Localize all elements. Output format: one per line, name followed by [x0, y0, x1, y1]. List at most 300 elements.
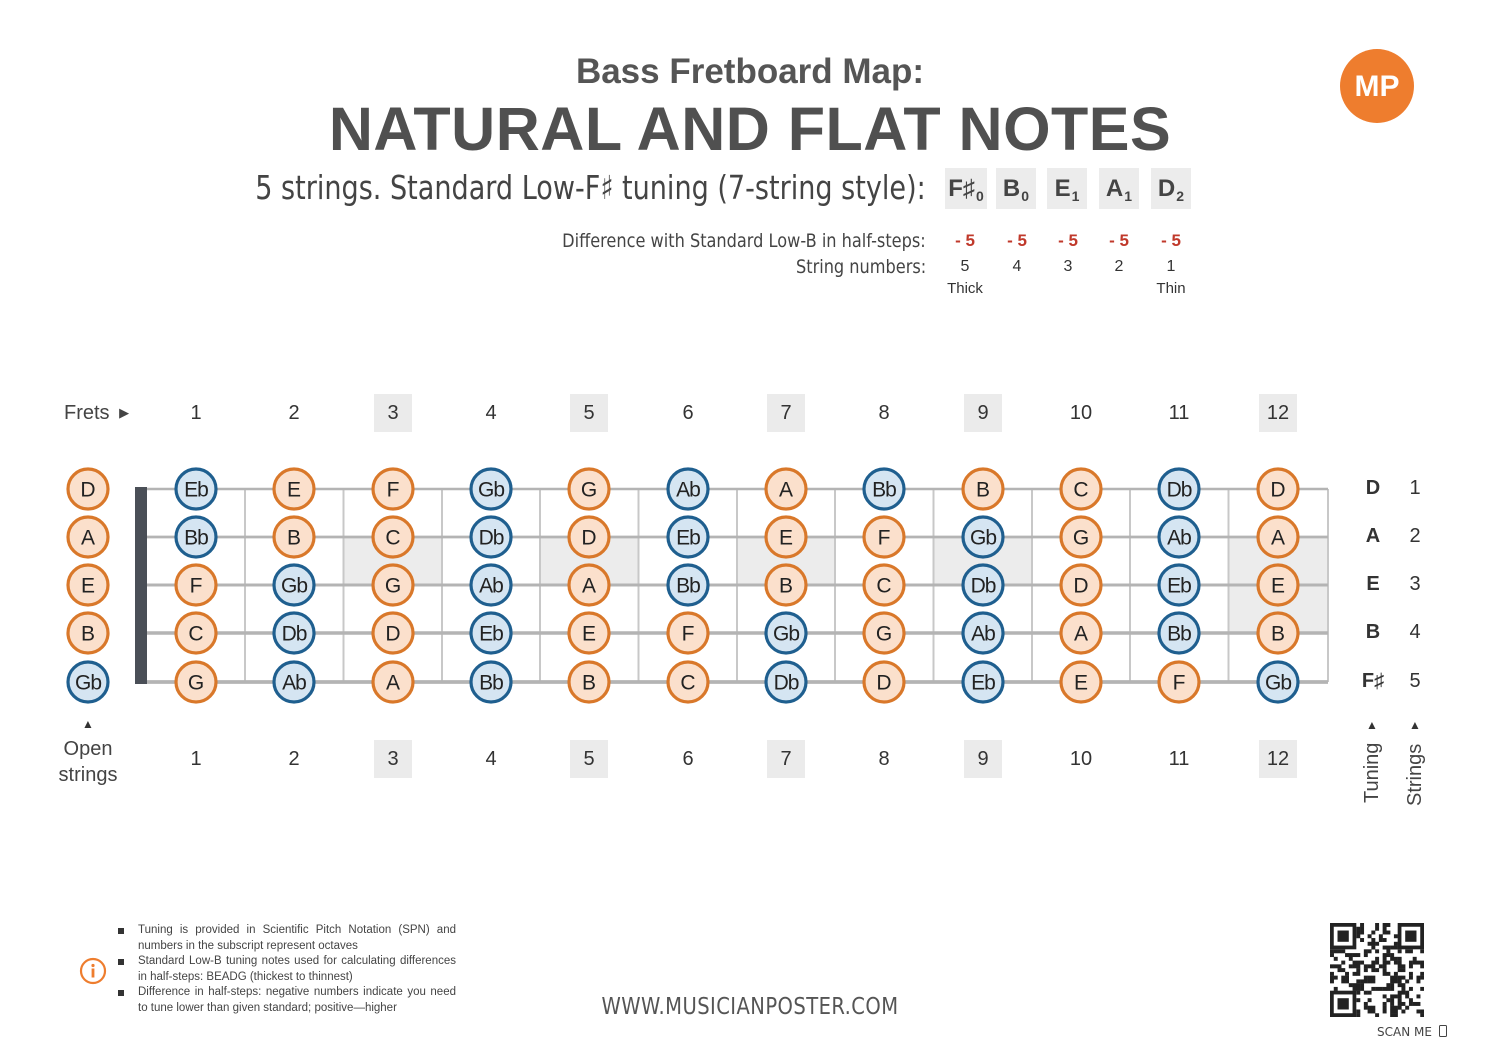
qr-module	[1409, 972, 1413, 976]
qr-module	[1368, 991, 1372, 995]
website-link[interactable]: WWW.MUSICIANPOSTER.COM	[601, 994, 899, 1020]
qr-module	[1364, 976, 1368, 980]
note-natural	[864, 613, 904, 653]
qr-module	[1383, 1009, 1387, 1013]
qr-module	[1379, 934, 1383, 938]
top-fret-number: 7	[767, 394, 805, 432]
qr-module	[1401, 983, 1405, 987]
qr-module	[1364, 968, 1368, 972]
qr-module	[1413, 1002, 1417, 1006]
qr-module	[1416, 979, 1420, 983]
triangle-right-icon: ▶	[119, 405, 130, 420]
qr-module	[1394, 1013, 1398, 1017]
qr-module	[1375, 968, 1379, 972]
top-fret-number: 12	[1259, 394, 1297, 432]
bottom-fret-number: 1	[190, 748, 202, 770]
qr-module	[1383, 972, 1387, 976]
qr-module	[1356, 1009, 1360, 1013]
qr-module	[1405, 1006, 1409, 1010]
strings-side-label: Strings	[1404, 743, 1426, 806]
note-natural	[176, 662, 216, 702]
info-note: Difference in half-steps: negative numbers indicate you need to tune lower than given standard; positive—higher	[118, 985, 456, 1016]
qr-module	[1364, 979, 1368, 983]
qr-module	[1394, 1009, 1398, 1013]
note-natural	[373, 613, 413, 653]
qr-module	[1368, 979, 1372, 983]
string-number: 2	[1114, 258, 1124, 275]
note-label: E	[581, 622, 597, 646]
qr-module	[1394, 934, 1398, 938]
note-label: A	[1073, 622, 1089, 646]
note-natural	[1258, 613, 1298, 653]
qr-module	[1398, 964, 1402, 968]
qr-module	[1409, 976, 1413, 980]
qr-module	[1371, 942, 1375, 946]
qr-module	[1398, 957, 1402, 961]
note-natural	[569, 613, 609, 653]
note-label: G	[187, 671, 205, 695]
note-label: Ab	[676, 478, 700, 502]
qr-module	[1405, 991, 1409, 995]
qr-module	[1420, 1009, 1424, 1013]
qr-module	[1356, 983, 1360, 987]
qr-module	[1356, 961, 1360, 965]
string-number: 1	[1166, 258, 1176, 275]
qr-module	[1390, 1002, 1394, 1006]
top-fret-number: 10	[1069, 402, 1093, 424]
note-label: Gb	[1264, 671, 1292, 695]
note-label: F	[386, 478, 400, 502]
note-flat	[274, 662, 314, 702]
note-label: E	[1270, 574, 1286, 598]
triangle-up-icon: ▲	[1366, 718, 1378, 732]
qr-module	[1371, 938, 1375, 942]
bottom-fret-number: 11	[1168, 748, 1190, 770]
qr-module	[1349, 957, 1353, 961]
qr-module	[1413, 961, 1417, 965]
note-natural	[1061, 662, 1101, 702]
qr-module	[1353, 983, 1357, 987]
note-label: G	[580, 478, 598, 502]
qr-module	[1371, 968, 1375, 972]
top-fret-number: 3	[374, 394, 412, 432]
qr-module	[1364, 953, 1368, 957]
qr-module	[1416, 1009, 1420, 1013]
open-label-line1: Open	[63, 738, 113, 760]
qr-module	[1394, 946, 1398, 950]
qr-module	[1371, 979, 1375, 983]
phone-icon	[1439, 1025, 1447, 1037]
poster-title: NATURAL AND FLAT NOTES	[328, 95, 1172, 163]
note-label: E	[778, 526, 794, 550]
thick-label: Thick	[947, 280, 983, 297]
note-flat	[668, 469, 708, 509]
qr-module	[1386, 949, 1390, 953]
qr-module	[1338, 949, 1342, 953]
qr-module	[1405, 949, 1409, 953]
qr-module	[1416, 1002, 1420, 1006]
note-flat	[471, 662, 511, 702]
qr-module	[1383, 927, 1387, 931]
qr-module	[1394, 976, 1398, 980]
bottom-fret-number: 9	[964, 740, 1002, 778]
right-tuning-note: B	[1365, 621, 1381, 643]
qr-module	[1398, 998, 1402, 1002]
qr-module	[1390, 1006, 1394, 1010]
qr-module	[1383, 938, 1387, 942]
poster-subtitle: Bass Fretboard Map:	[575, 52, 925, 91]
note-natural	[668, 613, 708, 653]
qr-module	[1398, 1002, 1402, 1006]
qr-module	[1353, 987, 1357, 991]
qr-module	[1390, 976, 1394, 980]
qr-module	[1375, 949, 1379, 953]
qr-module	[1390, 957, 1394, 961]
note-flat	[1159, 469, 1199, 509]
qr-module	[1386, 983, 1390, 987]
right-string-number: 1	[1409, 477, 1421, 499]
note-label: Bb	[1167, 622, 1191, 646]
tuning-note: A	[1105, 174, 1124, 202]
qr-module	[1394, 994, 1398, 998]
qr-module	[1356, 953, 1360, 957]
right-string-number: 4	[1409, 621, 1421, 643]
note-natural	[176, 613, 216, 653]
note-natural	[569, 469, 609, 509]
qr-module	[1360, 927, 1364, 931]
note-flat	[176, 469, 216, 509]
qr-module	[1334, 957, 1338, 961]
qr-module	[1390, 1013, 1394, 1017]
note-flat	[963, 662, 1003, 702]
right-tuning-note: D	[1365, 477, 1381, 499]
qr-module	[1356, 972, 1360, 976]
open-strings-label	[59, 736, 118, 788]
note-label: Eb	[676, 526, 700, 550]
note-label: B	[286, 526, 302, 550]
qr-module	[1371, 976, 1375, 980]
qr-module	[1364, 1006, 1368, 1010]
top-fret-number: 2	[288, 402, 300, 424]
note-flat	[176, 517, 216, 557]
note-natural	[766, 469, 806, 509]
note-label: E	[1073, 671, 1089, 695]
bottom-fret-number: 4	[485, 748, 497, 770]
qr-module	[1356, 931, 1360, 935]
tuning-octave: 1	[1071, 187, 1080, 204]
qr-module	[1401, 987, 1405, 991]
qr-module	[1390, 994, 1394, 998]
qr-module	[1364, 991, 1368, 995]
qr-module	[1401, 1002, 1405, 1006]
qr-module	[1383, 957, 1387, 961]
qr-module	[1420, 949, 1424, 953]
qr-module	[1390, 979, 1394, 983]
difference-value: - 5	[955, 231, 975, 250]
qr-module	[1383, 994, 1387, 998]
bottom-fret-number: 6	[682, 748, 694, 770]
qr-module	[1360, 931, 1364, 935]
note-flat	[1258, 662, 1298, 702]
qr-module	[1401, 964, 1405, 968]
qr-module	[1386, 961, 1390, 965]
qr-module	[1409, 1002, 1413, 1006]
note-label: C	[680, 671, 696, 695]
qr-module	[1334, 987, 1338, 991]
qr-module	[1379, 938, 1383, 942]
qr-module	[1405, 994, 1409, 998]
qr-module	[1383, 953, 1387, 957]
qr-module	[1341, 976, 1345, 980]
note-flat	[1159, 517, 1199, 557]
qr-module	[1394, 961, 1398, 965]
top-fret-number: 4	[485, 402, 497, 424]
qr-module	[1356, 987, 1360, 991]
qr-module	[1375, 957, 1379, 961]
note-label: F	[681, 622, 695, 646]
note-label: D	[876, 671, 892, 695]
note-flat	[471, 469, 511, 509]
qr-module	[1353, 972, 1357, 976]
qr-module	[1368, 998, 1372, 1002]
note-flat	[1159, 565, 1199, 605]
qr-module	[1390, 998, 1394, 1002]
qr-module	[1398, 1006, 1402, 1010]
qr-module	[1360, 923, 1364, 927]
qr-module	[1379, 987, 1383, 991]
note-label: Bb	[676, 574, 700, 598]
note-label: E	[286, 478, 302, 502]
note-natural	[176, 565, 216, 605]
qr-module	[1398, 949, 1402, 953]
qr-module	[1398, 979, 1402, 983]
qr-module	[1383, 1002, 1387, 1006]
qr-module	[1353, 964, 1357, 968]
qr-module	[1398, 991, 1402, 995]
tuning-octave: 1	[1124, 187, 1133, 204]
note-label: Eb	[479, 622, 503, 646]
qr-module	[1405, 979, 1409, 983]
qr-module	[1360, 961, 1364, 965]
note-label: D	[581, 526, 597, 550]
scan-me-text: SCAN ME	[1377, 1025, 1432, 1039]
qr-module	[1398, 983, 1402, 987]
qr-module	[1383, 923, 1387, 927]
qr-module	[1375, 961, 1379, 965]
note-label: Eb	[971, 671, 995, 695]
note-label: Bb	[184, 526, 208, 550]
qr-module	[1401, 968, 1405, 972]
note-flat	[963, 517, 1003, 557]
qr-module	[1401, 1009, 1405, 1013]
note-label: Gb	[74, 671, 102, 695]
qr-module	[1345, 976, 1349, 980]
tuning-note: D	[1157, 174, 1176, 202]
note-natural	[864, 517, 904, 557]
qr-module	[1420, 972, 1424, 976]
qr-module	[1349, 964, 1353, 968]
note-label: B	[581, 671, 597, 695]
note-natural	[1061, 613, 1101, 653]
frets-label-text: Frets	[64, 402, 110, 424]
qr-module	[1375, 1013, 1379, 1017]
note-label: A	[581, 574, 597, 598]
right-tuning-note: E	[1366, 573, 1380, 595]
note-label: F	[189, 574, 203, 598]
difference-value: - 5	[1161, 231, 1181, 250]
qr-module	[1356, 998, 1360, 1002]
qr-module	[1368, 1009, 1372, 1013]
qr-module	[1371, 931, 1375, 935]
note-flat	[766, 662, 806, 702]
note-label: B	[975, 478, 991, 502]
qr-module	[1390, 953, 1394, 957]
note-flat	[766, 613, 806, 653]
note-natural	[68, 517, 108, 557]
note-label: E	[80, 574, 96, 598]
qr-module	[1371, 1006, 1375, 1010]
note-label: Db	[1166, 478, 1192, 502]
note-natural	[569, 565, 609, 605]
note-label: Db	[970, 574, 996, 598]
tuning-note: F♯	[948, 174, 975, 202]
qr-module	[1345, 979, 1349, 983]
top-fret-number: 5	[570, 394, 608, 432]
qr-module	[1394, 942, 1398, 946]
right-tuning-note: A	[1365, 525, 1381, 547]
note-natural	[68, 469, 108, 509]
qr-module	[1360, 979, 1364, 983]
qr-module	[1420, 987, 1424, 991]
qr-module	[1356, 979, 1360, 983]
bottom-fret-number: 5	[570, 740, 608, 778]
bottom-fret-number: 7	[767, 740, 805, 778]
bottom-fret-number: 3	[374, 740, 412, 778]
note-flat	[963, 613, 1003, 653]
qr-module	[1341, 961, 1345, 965]
tuning-octave: 2	[1176, 187, 1185, 204]
qr-finder-core	[1338, 931, 1349, 942]
qr-module	[1409, 987, 1413, 991]
note-label: Ab	[479, 574, 503, 598]
note-natural	[1159, 662, 1199, 702]
note-natural	[1258, 469, 1298, 509]
qr-module	[1390, 983, 1394, 987]
qr-module	[1401, 991, 1405, 995]
note-label: D	[1270, 478, 1286, 502]
note-label: G	[384, 574, 402, 598]
qr-module	[1353, 961, 1357, 965]
note-natural	[274, 469, 314, 509]
qr-module	[1409, 964, 1413, 968]
qr-module	[1416, 976, 1420, 980]
qr-module	[1398, 968, 1402, 972]
tuning-octave: 0	[1021, 187, 1030, 204]
info-icon	[78, 956, 108, 986]
note-natural	[963, 469, 1003, 509]
string-number: 4	[1012, 258, 1022, 275]
qr-module	[1330, 953, 1334, 957]
qr-module	[1390, 987, 1394, 991]
qr-code[interactable]	[1330, 923, 1424, 1017]
qr-module	[1368, 942, 1372, 946]
note-label: G	[875, 622, 893, 646]
note-label: Eb	[1167, 574, 1191, 598]
qr-module	[1341, 968, 1345, 972]
qr-module	[1371, 1009, 1375, 1013]
note-flat	[274, 613, 314, 653]
qr-module	[1338, 964, 1342, 968]
qr-module	[1338, 968, 1342, 972]
logo-text: MP	[1354, 70, 1400, 103]
qr-module	[1356, 991, 1360, 995]
note-label: A	[1270, 526, 1286, 550]
qr-module	[1330, 964, 1334, 968]
note-natural	[864, 565, 904, 605]
info-note: Tuning is provided in Scientific Pitch Notation (SPN) and numbers in the subscript represent octaves	[118, 923, 456, 954]
qr-module	[1341, 979, 1345, 983]
qr-module	[1360, 983, 1364, 987]
top-fret-number: 6	[682, 402, 694, 424]
qr-module	[1386, 972, 1390, 976]
qr-module	[1368, 964, 1372, 968]
string-number: 3	[1063, 258, 1073, 275]
note-label: Gb	[772, 622, 800, 646]
qr-module	[1394, 1006, 1398, 1010]
difference-label: Difference with Standard Low-B in half-steps:	[562, 230, 926, 252]
string-number: 5	[960, 258, 970, 275]
qr-module	[1394, 957, 1398, 961]
qr-module	[1420, 961, 1424, 965]
qr-module	[1386, 953, 1390, 957]
qr-module	[1356, 1013, 1360, 1017]
bottom-fret-number: 2	[288, 748, 300, 770]
note-natural	[1061, 565, 1101, 605]
note-natural	[274, 517, 314, 557]
note-label: F	[1172, 671, 1186, 695]
note-label: A	[80, 526, 96, 550]
qr-module	[1371, 946, 1375, 950]
triangle-up-icon: ▲	[82, 717, 94, 731]
note-natural	[68, 613, 108, 653]
note-natural	[1258, 517, 1298, 557]
qr-module	[1386, 923, 1390, 927]
qr-module	[1368, 1006, 1372, 1010]
qr-module	[1386, 931, 1390, 935]
qr-module	[1334, 976, 1338, 980]
qr-module	[1383, 964, 1387, 968]
note-label: A	[385, 671, 401, 695]
note-label: Gb	[280, 574, 308, 598]
qr-module	[1330, 979, 1334, 983]
qr-module	[1349, 953, 1353, 957]
note-label: C	[188, 622, 204, 646]
qr-module	[1345, 953, 1349, 957]
note-flat	[1159, 613, 1199, 653]
note-label: Ab	[971, 622, 995, 646]
difference-value: - 5	[1109, 231, 1129, 250]
note-label: D	[1073, 574, 1089, 598]
qr-module	[1420, 964, 1424, 968]
qr-module	[1371, 964, 1375, 968]
note-label: Gb	[969, 526, 997, 550]
note-natural	[668, 662, 708, 702]
note-flat	[963, 565, 1003, 605]
qr-module	[1398, 961, 1402, 965]
qr-module	[1386, 998, 1390, 1002]
qr-module	[1379, 964, 1383, 968]
note-flat	[471, 517, 511, 557]
